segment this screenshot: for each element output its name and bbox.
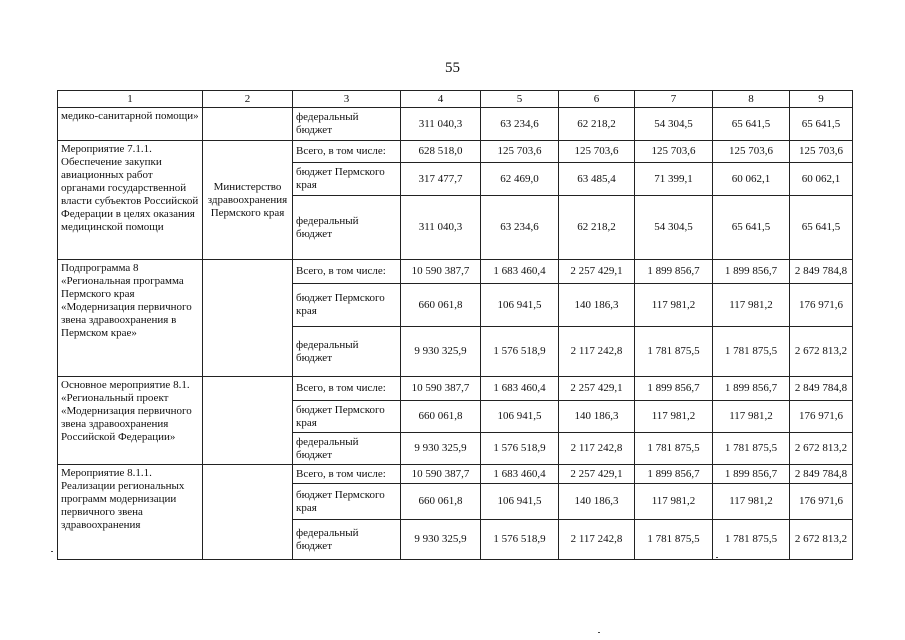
amount-cell: 2 672 813,2 bbox=[790, 327, 853, 377]
amount-cell: 63 485,4 bbox=[559, 163, 635, 196]
amount-cell: 2 257 429,1 bbox=[559, 377, 635, 401]
budget-table bbox=[57, 90, 853, 560]
amount-cell: 2 849 784,8 bbox=[790, 377, 853, 401]
amount-cell: 1 576 518,9 bbox=[481, 433, 559, 465]
funding-source-cell: бюджет Пермского края bbox=[293, 284, 401, 327]
funding-source-cell: Всего, в том числе: bbox=[293, 141, 401, 163]
amount-cell: 106 941,5 bbox=[481, 401, 559, 433]
amount-cell: 65 641,5 bbox=[713, 196, 790, 260]
amount-cell: 176 971,6 bbox=[790, 484, 853, 520]
responsible-executor-cell bbox=[203, 465, 293, 560]
amount-cell: 2 257 429,1 bbox=[559, 465, 635, 484]
amount-cell: 140 186,3 bbox=[559, 401, 635, 433]
responsible-executor-cell bbox=[203, 260, 293, 377]
amount-cell: 63 234,6 bbox=[481, 196, 559, 260]
header-cell: 1 bbox=[58, 91, 203, 108]
program-name-cell: медико-санитарной помощи» bbox=[58, 108, 203, 141]
amount-cell: 2 672 813,2 bbox=[790, 433, 853, 465]
amount-cell: 176 971,6 bbox=[790, 401, 853, 433]
amount-cell: 1 781 875,5 bbox=[713, 520, 790, 560]
amount-cell: 117 981,2 bbox=[635, 401, 713, 433]
amount-cell: 317 477,7 bbox=[401, 163, 481, 196]
amount-cell: 1 683 460,4 bbox=[481, 465, 559, 484]
amount-cell: 125 703,6 bbox=[481, 141, 559, 163]
amount-cell: 117 981,2 bbox=[713, 484, 790, 520]
program-name-cell: Мероприятие 7.1.1. Обеспечение закупки авиационных работ органами государственной власти субъектов Российской Федерации в целях оказания медицинской помощи bbox=[58, 141, 203, 260]
amount-cell: 54 304,5 bbox=[635, 196, 713, 260]
amount-cell: 2 849 784,8 bbox=[790, 260, 853, 284]
amount-cell: 125 703,6 bbox=[559, 141, 635, 163]
amount-cell: 1 781 875,5 bbox=[713, 327, 790, 377]
header-cell: 6 bbox=[559, 91, 635, 108]
funding-source-cell: бюджет Пермского края bbox=[293, 401, 401, 433]
amount-cell: 2 117 242,8 bbox=[559, 327, 635, 377]
amount-cell: 9 930 325,9 bbox=[401, 520, 481, 560]
program-name-cell: Основное мероприятие 8.1. «Региональный проект «Модернизация первичного звена здравоохранения Российской Федерации» bbox=[58, 377, 203, 465]
table-row bbox=[58, 377, 853, 401]
amount-cell: 63 234,6 bbox=[481, 108, 559, 141]
amount-cell: 2 849 784,8 bbox=[790, 465, 853, 484]
funding-source-cell: федеральный бюджет bbox=[293, 520, 401, 560]
amount-cell: 1 781 875,5 bbox=[635, 327, 713, 377]
amount-cell: 1 899 856,7 bbox=[635, 260, 713, 284]
amount-cell: 10 590 387,7 bbox=[401, 260, 481, 284]
scan-mark bbox=[51, 551, 53, 552]
amount-cell: 125 703,6 bbox=[635, 141, 713, 163]
table-row bbox=[58, 465, 853, 484]
table-row bbox=[58, 141, 853, 163]
amount-cell: 311 040,3 bbox=[401, 108, 481, 141]
amount-cell: 1 683 460,4 bbox=[481, 377, 559, 401]
funding-source-cell: федеральный бюджет bbox=[293, 196, 401, 260]
amount-cell: 125 703,6 bbox=[713, 141, 790, 163]
amount-cell: 1 781 875,5 bbox=[635, 520, 713, 560]
amount-cell: 60 062,1 bbox=[790, 163, 853, 196]
responsible-executor-cell bbox=[203, 377, 293, 465]
funding-source-cell: бюджет Пермского края bbox=[293, 163, 401, 196]
amount-cell: 176 971,6 bbox=[790, 284, 853, 327]
header-cell: 8 bbox=[713, 91, 790, 108]
amount-cell: 1 576 518,9 bbox=[481, 520, 559, 560]
program-name-cell: Мероприятие 8.1.1. Реализации региональных программ модернизации первичного звена здравоохранения bbox=[58, 465, 203, 560]
amount-cell: 2 117 242,8 bbox=[559, 433, 635, 465]
amount-cell: 1 899 856,7 bbox=[713, 465, 790, 484]
funding-source-cell: Всего, в том числе: bbox=[293, 260, 401, 284]
amount-cell: 106 941,5 bbox=[481, 484, 559, 520]
amount-cell: 65 641,5 bbox=[790, 108, 853, 141]
amount-cell: 628 518,0 bbox=[401, 141, 481, 163]
header-row bbox=[58, 91, 853, 108]
amount-cell: 117 981,2 bbox=[635, 284, 713, 327]
amount-cell: 9 930 325,9 bbox=[401, 327, 481, 377]
amount-cell: 660 061,8 bbox=[401, 484, 481, 520]
table-row bbox=[58, 260, 853, 284]
funding-source-cell: бюджет Пермского края bbox=[293, 484, 401, 520]
page-number: 55 bbox=[445, 60, 460, 76]
amount-cell: 140 186,3 bbox=[559, 284, 635, 327]
header-cell: 3 bbox=[293, 91, 401, 108]
amount-cell: 71 399,1 bbox=[635, 163, 713, 196]
funding-source-cell: Всего, в том числе: bbox=[293, 377, 401, 401]
amount-cell: 2 672 813,2 bbox=[790, 520, 853, 560]
amount-cell: 62 469,0 bbox=[481, 163, 559, 196]
amount-cell: 1 899 856,7 bbox=[635, 377, 713, 401]
amount-cell: 62 218,2 bbox=[559, 196, 635, 260]
header-cell: 4 bbox=[401, 91, 481, 108]
amount-cell: 660 061,8 bbox=[401, 284, 481, 327]
funding-source-cell: Всего, в том числе: bbox=[293, 465, 401, 484]
header-cell: 2 bbox=[203, 91, 293, 108]
amount-cell: 10 590 387,7 bbox=[401, 465, 481, 484]
header-cell: 9 bbox=[790, 91, 853, 108]
amount-cell: 311 040,3 bbox=[401, 196, 481, 260]
funding-source-cell: федеральный бюджет bbox=[293, 433, 401, 465]
amount-cell: 9 930 325,9 bbox=[401, 433, 481, 465]
funding-source-cell: федеральный бюджет bbox=[293, 327, 401, 377]
scan-mark bbox=[598, 632, 600, 633]
amount-cell: 106 941,5 bbox=[481, 284, 559, 327]
amount-cell: 660 061,8 bbox=[401, 401, 481, 433]
header-cell: 7 bbox=[635, 91, 713, 108]
amount-cell: 117 981,2 bbox=[635, 484, 713, 520]
amount-cell: 2 257 429,1 bbox=[559, 260, 635, 284]
responsible-executor-cell: Министерство здравоохранения Пермского края bbox=[203, 141, 293, 260]
amount-cell: 54 304,5 bbox=[635, 108, 713, 141]
amount-cell: 60 062,1 bbox=[713, 163, 790, 196]
amount-cell: 1 899 856,7 bbox=[713, 260, 790, 284]
amount-cell: 2 117 242,8 bbox=[559, 520, 635, 560]
amount-cell: 1 781 875,5 bbox=[713, 433, 790, 465]
program-name-cell: Подпрограмма 8 «Региональная программа Пермского края «Модернизация первичного звена здравоохранения в Пермском крае» bbox=[58, 260, 203, 377]
amount-cell: 1 781 875,5 bbox=[635, 433, 713, 465]
funding-source-cell: федеральный бюджет bbox=[293, 108, 401, 141]
amount-cell: 65 641,5 bbox=[713, 108, 790, 141]
table-row bbox=[58, 108, 853, 141]
amount-cell: 125 703,6 bbox=[790, 141, 853, 163]
amount-cell: 1 576 518,9 bbox=[481, 327, 559, 377]
amount-cell: 1 899 856,7 bbox=[635, 465, 713, 484]
responsible-executor-cell bbox=[203, 108, 293, 141]
amount-cell: 10 590 387,7 bbox=[401, 377, 481, 401]
amount-cell: 117 981,2 bbox=[713, 284, 790, 327]
header-cell: 5 bbox=[481, 91, 559, 108]
amount-cell: 1 899 856,7 bbox=[713, 377, 790, 401]
amount-cell: 1 683 460,4 bbox=[481, 260, 559, 284]
amount-cell: 117 981,2 bbox=[713, 401, 790, 433]
amount-cell: 62 218,2 bbox=[559, 108, 635, 141]
amount-cell: 65 641,5 bbox=[790, 196, 853, 260]
amount-cell: 140 186,3 bbox=[559, 484, 635, 520]
scan-mark bbox=[716, 557, 718, 558]
